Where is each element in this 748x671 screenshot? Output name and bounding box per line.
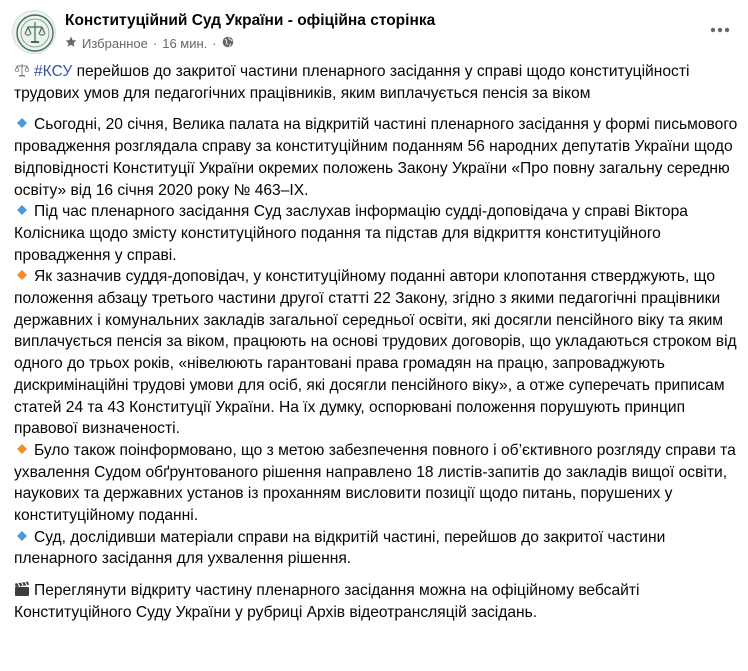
globe-icon[interactable]: [222, 36, 234, 51]
meta-separator: ·: [212, 36, 217, 51]
post-intro: [14, 61, 738, 104]
small-blue-diamond-icon: [14, 115, 30, 131]
post-time[interactable]: 16 мин.: [162, 36, 208, 51]
clapper-board-icon: [14, 581, 30, 597]
star-icon: [65, 36, 77, 51]
more-options-icon: [710, 27, 730, 33]
more-options-button[interactable]: [704, 14, 736, 46]
paragraph-6: [14, 580, 738, 623]
paragraph-4: [14, 440, 738, 527]
paragraph-3: [14, 266, 738, 440]
paragraph-5: [14, 527, 738, 570]
post-header: [12, 8, 736, 58]
paragraph-1-text: Сьогодні, 20 січня, Велика палата на відкритій частині пленарного засідання у формі письмового провадження розглядала справу за конституційним поданням 56 народних депутатів України щодо відповідності Конституції України окремих положень Закону України «Про повну загальну середню освіту» від 16 січня 2020 року № 463–IX.: [14, 116, 738, 199]
page-name-link[interactable]: Конституційний Суд України - офіційна сторінка: [65, 12, 436, 29]
paragraph-2-text: Під час пленарного засідання Суд заслухав інформацію судді-доповідача у справі Віктора Колісника щодо змісту конституційного подання та підстав для відкриття конституційного провадження у справі.: [14, 203, 688, 264]
small-blue-diamond-icon: [14, 528, 30, 544]
page-avatar[interactable]: [12, 10, 56, 54]
post-text: [14, 61, 738, 624]
post-meta: [65, 36, 234, 51]
small-orange-diamond-icon: [14, 267, 30, 283]
court-emblem-icon: [13, 11, 56, 54]
hashtag-link[interactable]: #КСУ: [34, 63, 73, 80]
small-blue-diamond-icon: [14, 202, 30, 218]
scales-icon: [14, 62, 30, 78]
paragraph-1: [14, 114, 738, 201]
intro-text: перейшов до закритої частини пленарного засідання у справі щодо конституційності трудових умов для педагогічних працівників, яким виплачується пенсія за віком: [14, 63, 690, 102]
paragraph-4-text: Було також поінформовано, що з метою забезпечення повного і об’єктивного розгляду справи та ухвалення Судом обґрунтованого рішення направлено 18 листів-запитів до закладів вищої освіти, наукових та державних установ із проханням висловити позиції щодо питань, порушених у конституційному поданні.: [14, 441, 736, 525]
favorites-label[interactable]: Избранное: [82, 36, 148, 51]
small-orange-diamond-icon: [14, 441, 30, 457]
paragraph-3-text: Як зазначив суддя-доповідач, у конституційному поданні автори клопотання стверджують, що положення абзацу третього частини другої статті 22 Закону, згідно з якими педагогічні працівники державних і комунальних закладів загальної середньої освіти, які досягли пенсійного віку та яким виплачується пенсія за віком, працюють на основі трудових договорів, що укладаються строком від одного до трьох років, «нівелюють гарантовані права громадян на працю, запроваджують дискримінаційні трудові умови для осіб, які досягли пенсійного віку», а отже суперечать приписам статей 24 та 43 Конституції України. На їх думку, оспорювані положення порушують принцип правової визначеності.: [14, 268, 737, 438]
paragraph-6-text: Переглянути відкриту частину пленарного засідання можна на офіційному вебсайті Конституційного Суду України у рубриці Архів відеотрансляцій засідань.: [14, 582, 640, 621]
paragraph-2: [14, 201, 738, 266]
meta-separator: ·: [152, 36, 158, 51]
paragraph-5-text: Суд, дослідивши матеріали справи на відкритій частині, перейшов до закритої частини пленарного засідання для ухвалення рішення.: [14, 528, 666, 568]
